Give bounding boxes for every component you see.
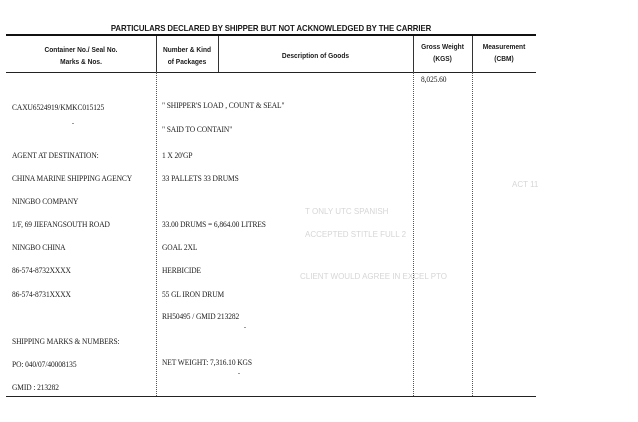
product-name: GOAL 2XL xyxy=(162,243,198,252)
product-reference: RH50495 / GMID 213282 xyxy=(162,312,240,321)
header-container-no xyxy=(15,44,147,68)
header-bottom-rule xyxy=(6,72,536,73)
stray-mark xyxy=(72,123,74,124)
packaging-type: 55 GL IRON DRUM xyxy=(162,290,225,299)
agent-phone-2: 86-574-8731XXXX xyxy=(12,290,71,299)
agent-address: 1/F, 69 JIEFANGSOUTH ROAD xyxy=(12,220,110,229)
net-weight: NET WEIGHT: 7,316.10 KGS xyxy=(162,358,252,367)
gmid-mark: GMID : 213282 xyxy=(12,383,59,392)
column-divider-1-body xyxy=(156,72,157,396)
product-type: HERBICIDE xyxy=(162,266,202,275)
agent-label: AGENT AT DESTINATION: xyxy=(12,151,99,160)
agent-city: NINGBO CHINA xyxy=(12,243,66,252)
header-gross-weight xyxy=(417,41,469,65)
column-divider-4 xyxy=(472,36,473,72)
document-title: PARTICULARS DECLARED BY SHIPPER BUT NOT ACKNOWLEDGED BY THE CARRIER xyxy=(110,23,432,33)
agent-phone-1: 86-574-8732XXXX xyxy=(12,266,71,275)
header-packages xyxy=(160,44,215,68)
header-description: Description of Goods xyxy=(281,51,350,60)
stray-mark-2 xyxy=(244,327,246,328)
column-divider-4-body xyxy=(472,72,473,396)
header-weight-line1: Gross Weight xyxy=(421,42,464,51)
shipping-marks-label: SHIPPING MARKS & NUMBERS: xyxy=(12,337,120,346)
drum-volume: 33.00 DRUMS = 6,864.00 LITRES xyxy=(162,220,266,229)
shipper-load-note: " SHIPPER'S LOAD , COUNT & SEAL" xyxy=(162,101,285,110)
header-packages-line2: of Packages xyxy=(167,57,207,66)
header-container-line2: Marks & Nos. xyxy=(60,57,102,66)
said-to-contain-note: " SAID TO CONTAIN" xyxy=(162,125,233,134)
agent-name: CHINA MARINE SHIPPING AGENCY xyxy=(12,174,133,183)
column-divider-3 xyxy=(413,36,414,72)
ghost-text-2: T ONLY UTC SPANISH xyxy=(305,207,389,216)
column-divider-2 xyxy=(218,36,219,72)
table-bottom-rule xyxy=(6,396,536,397)
header-top-rule xyxy=(6,34,536,36)
column-divider-3-body xyxy=(413,72,414,396)
gross-weight-value: 8,025.60 xyxy=(421,75,447,84)
header-measure-line1: Measurement xyxy=(482,42,526,51)
ghost-text-3: ACCEPTED STITLE FULL 2 xyxy=(305,230,407,239)
container-seal-number: CAXU6524919/KMKC015125 xyxy=(12,103,105,112)
stray-mark-3 xyxy=(238,373,240,374)
header-measure-line2: (CBM) xyxy=(494,54,514,63)
ghost-text-1: ACT 11 xyxy=(512,180,539,189)
agent-company: NINGBO COMPANY xyxy=(12,197,79,206)
container-type: 1 X 20'GP xyxy=(162,151,193,160)
header-container-line1: Container No./ Seal No. xyxy=(44,45,118,54)
header-weight-line2: (KGS) xyxy=(433,54,452,63)
package-count: 33 PALLETS 33 DRUMS xyxy=(162,174,239,183)
header-packages-line1: Number & Kind xyxy=(162,45,212,54)
column-divider-1 xyxy=(156,36,157,72)
purchase-order: PO: 040/07/40008135 xyxy=(12,360,77,369)
header-measurement xyxy=(476,41,532,65)
ghost-text-4: CLIENT WOULD AGREE IN EXCEL PTO xyxy=(300,272,447,281)
